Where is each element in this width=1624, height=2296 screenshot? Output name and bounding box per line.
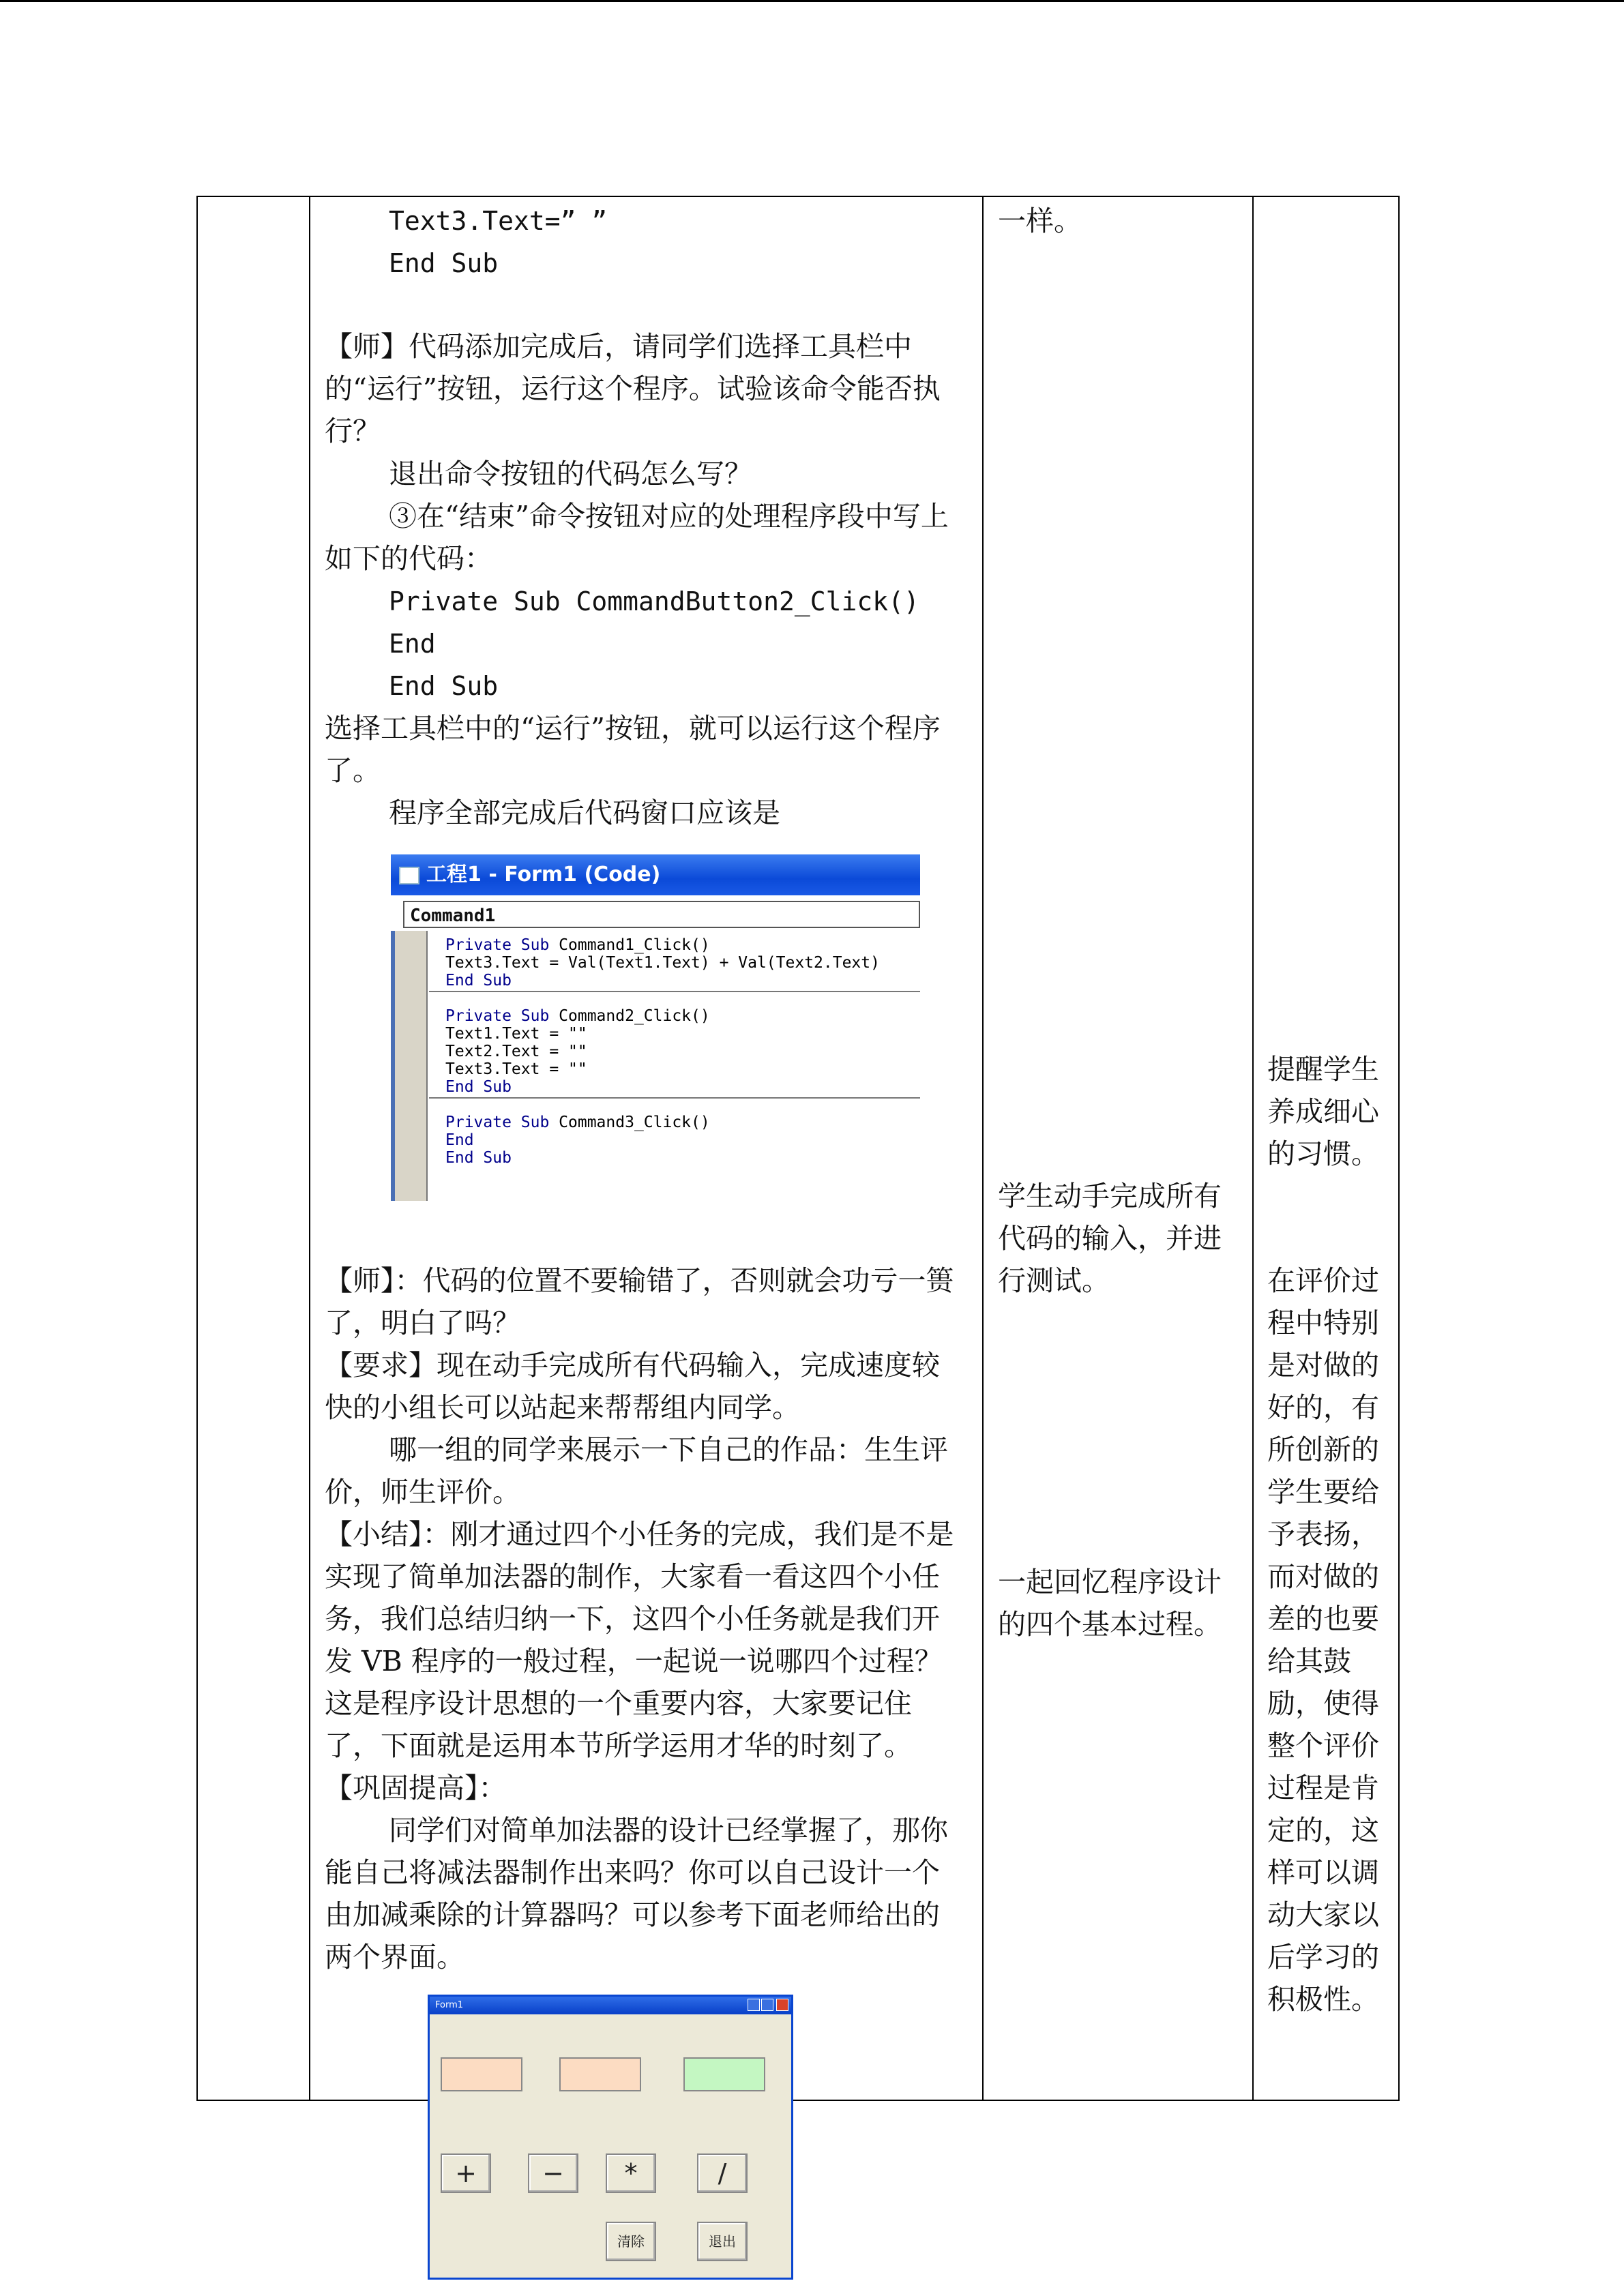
column-divider <box>309 197 310 2100</box>
summary-paragraph: 【小结】：刚才通过四个小任务的完成，我们是不是实现了简单加法器的制作，大家看一看这四个小任务，我们总结归纳一下，这四个小任务就是我们开发 VB 程序的一般过程，一起说一说哪四个过程？这是程序设计思想的一个重要内容，大家要记住了，下面就是运用本节所学运用才华的时刻了。 <box>325 1518 954 1762</box>
step3-paragraph: ③在“结束”命令按钮对应的处理程序段中写上如下的代码： <box>325 500 949 575</box>
select-run-paragraph: 选择工具栏中的“运行”按钮，就可以运行这个程序了。 <box>325 712 941 787</box>
exit-question: 退出命令按钮的代码怎么写？ <box>389 458 752 490</box>
consolidate-heading: 【巩固提高】： <box>325 1772 507 1804</box>
divide-button: / <box>697 2153 748 2193</box>
minimize-icon <box>748 1999 760 2011</box>
textbox-operand-1 <box>441 2057 522 2091</box>
clear-button: 清除 <box>606 2222 656 2261</box>
code-line: Text1.Text = "" <box>445 1025 587 1043</box>
intent-remind: 提醒学生养成细心的习惯。 <box>1267 1053 1379 1170</box>
form-title: Form1 <box>435 2000 464 2010</box>
column-divider <box>1252 197 1254 2100</box>
student-activity-recall: 一起回忆程序设计的四个基本过程。 <box>998 1566 1222 1641</box>
teacher-run-paragraph: 【师】代码添加完成后，请同学们选择工具栏中的“运行”按钮，运行这个程序。试验该命令能否执行？ <box>325 330 941 447</box>
code-line: End Sub <box>445 972 512 989</box>
exit-button: 退出 <box>697 2222 748 2261</box>
code-line: Private Sub Command3_Click() <box>445 1114 710 1131</box>
maximize-icon <box>761 1999 773 2011</box>
textbox-result <box>683 2057 765 2091</box>
calculator-form-screenshot <box>428 1995 793 2280</box>
code-window-screenshot <box>391 854 920 1201</box>
code-line: End Sub <box>445 1078 512 1096</box>
code-line: Private Sub Command1_Click() <box>445 936 710 954</box>
column-divider <box>982 197 984 2100</box>
code-line-end: End <box>389 629 436 659</box>
code-line-text3: Text3.Text=” ” <box>389 206 608 236</box>
window-icon <box>399 867 419 884</box>
requirement-paragraph: 【要求】现在动手完成所有代码输入，完成速度较快的小组长可以站起来帮帮组内同学。 <box>325 1349 940 1424</box>
position-warning-paragraph: 【师】：代码的位置不要输错了，否则就会功亏一篑了，明白了吗？ <box>325 1264 954 1339</box>
code-line: End Sub <box>445 1149 512 1167</box>
page-top-rule <box>0 0 1624 2</box>
close-icon <box>776 1999 788 2011</box>
code-line-end-sub: End Sub <box>389 248 499 278</box>
multiply-button: * <box>606 2153 656 2193</box>
window-should-be: 程序全部完成后代码窗口应该是 <box>389 796 780 829</box>
code-body <box>445 936 880 1167</box>
code-line: Private Sub Command2_Click() <box>445 1007 710 1025</box>
challenge-paragraph: 同学们对简单加法器的设计已经掌握了，那你能自己将减法器制作出来吗？你可以自己设计一个由加减乘除的计算器吗？可以参考下面老师给出的两个界面。 <box>325 1814 948 1973</box>
show-work-paragraph: 哪一组的同学来展示一下自己的作品：生生评价，师生评价。 <box>325 1433 948 1508</box>
student-activity-same: 一样。 <box>998 205 1082 237</box>
code-line: Text2.Text = "" <box>445 1043 587 1060</box>
intent-evaluate: 在评价过程中特别是对做的好的，有所创新的学生要给予表扬，而对做的差的也要给其鼓励，使得整个评价过程是肯定的，这样可以调动大家以后学习的积极性。 <box>1267 1264 1379 2016</box>
code-gutter <box>391 931 428 1201</box>
code-line: Text3.Text = Val(Text1.Text) + Val(Text2.Text) <box>445 954 880 972</box>
textbox-operand-2 <box>559 2057 641 2091</box>
add-button: + <box>441 2153 491 2193</box>
code-line-private-sub: Private Sub CommandButton2_Click() <box>389 586 919 616</box>
form-title-bar <box>430 1997 791 2014</box>
code-window-title-bar <box>391 854 920 895</box>
student-activity-code: 学生动手完成所有代码的输入，并进行测试。 <box>998 1180 1222 1297</box>
subtract-button: − <box>528 2153 578 2193</box>
code-window-title: 工程1 - Form1 (Code) <box>426 863 661 886</box>
object-combo: Command1 <box>403 901 920 928</box>
code-line: Text3.Text = "" <box>445 1060 587 1078</box>
code-line-end-sub: End Sub <box>389 671 499 701</box>
gutter-edge <box>391 931 395 1201</box>
code-line: End <box>445 1131 474 1149</box>
